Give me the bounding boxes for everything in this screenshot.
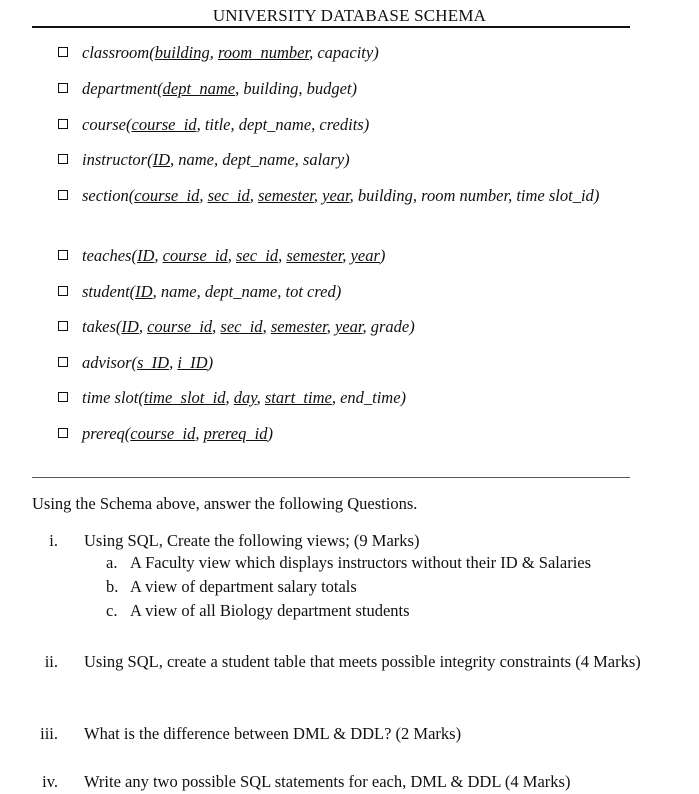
question-number: i. [49, 531, 58, 550]
checkbox-icon [58, 190, 68, 200]
relation-definition: course(course_id, title, dept_name, credits) [82, 115, 370, 134]
checkbox-icon [58, 392, 68, 402]
attribute: dept_name [222, 150, 295, 169]
attribute: end_time [340, 388, 401, 407]
relation-definition: prereq(course_id, prereq_id) [82, 424, 273, 443]
title-rule [32, 26, 630, 28]
checkbox-icon [58, 286, 68, 296]
key-attribute: s_ID [137, 353, 170, 372]
attribute: dept_name [204, 282, 278, 301]
key-attribute: course_id [162, 246, 228, 265]
sub-label: a. [106, 553, 118, 572]
question-number: iii. [40, 724, 58, 743]
schema-item [58, 422, 628, 445]
key-attribute: semester [257, 186, 314, 205]
key-attribute: start_time [264, 388, 332, 407]
attribute: name [160, 282, 197, 301]
key-attribute: sec_id [220, 317, 263, 336]
relation-name: time slot [82, 388, 139, 407]
relation-name: instructor [82, 150, 148, 169]
question-1b [106, 577, 357, 597]
question-text: What is the difference between DML & DDL? (2 Marks) [84, 724, 462, 743]
key-attribute: course_id [130, 424, 196, 443]
sub-label: c. [106, 601, 118, 620]
relation-definition: instructor(ID, name, dept_name, salary) [82, 150, 350, 169]
key-attribute: ID [136, 246, 155, 265]
attribute: tot cred [285, 282, 336, 301]
relation-definition: classroom(building, room_number, capacity) [82, 43, 379, 62]
attribute: title [204, 115, 231, 134]
key-attribute: year [322, 186, 350, 205]
attribute: building [243, 79, 299, 98]
attribute: room number [421, 186, 509, 205]
schema-item [58, 351, 628, 374]
key-attribute: year [334, 317, 363, 336]
question-number: iv. [42, 772, 58, 791]
key-attribute: prereq_id [203, 424, 268, 443]
question-1a [106, 553, 591, 573]
key-attribute: course_id [134, 186, 200, 205]
key-attribute: ID [121, 317, 139, 336]
key-attribute: course_id [147, 317, 213, 336]
relation-name: department [82, 79, 158, 98]
relation-definition: section(course_id, sec_id, semester, year, building, room number, time slot_id) [82, 186, 600, 205]
key-attribute: day [233, 388, 257, 407]
attribute: salary [302, 150, 345, 169]
schema-item [58, 41, 628, 64]
key-attribute: dept_name [162, 79, 236, 98]
question-text: Using SQL, Create the following views; (9 Marks) [84, 531, 420, 550]
checkbox-icon [58, 357, 68, 367]
relation-definition: teaches(ID, course_id, sec_id, semester, year) [82, 246, 386, 265]
schema-item [58, 386, 628, 409]
relation-name: teaches [82, 246, 132, 265]
question-number: ii. [44, 652, 58, 671]
checkbox-icon [58, 250, 68, 260]
relation-name: prereq [82, 424, 125, 443]
attribute: credits [319, 115, 364, 134]
schema-item [58, 148, 628, 171]
key-attribute: sec_id [235, 246, 279, 265]
sub-text: A view of all Biology department students [130, 601, 410, 620]
attribute: building [357, 186, 413, 205]
key-attribute: i_ID [177, 353, 208, 372]
relation-name: takes [82, 317, 116, 336]
sub-text: A view of department salary totals [130, 577, 357, 596]
relation-definition: takes(ID, course_id, sec_id, semester, year, grade) [82, 317, 415, 336]
attribute: dept_name [238, 115, 312, 134]
sub-text: A Faculty view which displays instructors without their ID & Salaries [130, 553, 592, 572]
attribute: grade [370, 317, 410, 336]
schema-item [58, 280, 628, 303]
instructions: Using the Schema above, answer the following Questions. [32, 494, 418, 513]
question-text: Write any two possible SQL statements for each, DML & DDL (4 Marks) [84, 772, 571, 791]
attribute: capacity [317, 43, 374, 62]
schema-item [58, 244, 628, 267]
key-attribute: time_slot_id [143, 388, 226, 407]
key-attribute: year [350, 246, 380, 265]
key-attribute: ID [135, 282, 153, 301]
checkbox-icon [58, 428, 68, 438]
relation-definition: advisor(s_ID, i_ID) [82, 353, 214, 372]
page-title: UNIVERSITY DATABASE SCHEMA [212, 6, 487, 25]
relation-definition: time slot(time_slot_id, day, start_time, end_time) [82, 388, 407, 407]
schema-item [58, 113, 628, 136]
checkbox-icon [58, 47, 68, 57]
attribute: time slot_id [516, 186, 594, 205]
question-1c [106, 601, 410, 621]
key-attribute: building [154, 43, 210, 62]
relation-name: classroom [82, 43, 150, 62]
relation-definition: student(ID, name, dept_name, tot cred) [82, 282, 342, 301]
section-divider [32, 477, 630, 478]
relation-name: section [82, 186, 129, 205]
checkbox-icon [58, 83, 68, 93]
checkbox-icon [58, 119, 68, 129]
schema-item [58, 77, 628, 100]
key-attribute: sec_id [207, 186, 250, 205]
key-attribute: semester [286, 246, 343, 265]
relation-definition: department(dept_name, building, budget) [82, 79, 357, 98]
schema-item [58, 184, 628, 207]
relation-name: student [82, 282, 130, 301]
checkbox-icon [58, 321, 68, 331]
relation-name: course [82, 115, 126, 134]
key-attribute: course_id [131, 115, 197, 134]
question-text: Using SQL, create a student table that meets possible integrity constraints (4 Marks) [84, 652, 641, 671]
checkbox-icon [58, 154, 68, 164]
key-attribute: semester [270, 317, 327, 336]
attribute: name [178, 150, 215, 169]
schema-item [58, 315, 628, 338]
key-attribute: room_number [218, 43, 310, 62]
key-attribute: ID [152, 150, 171, 169]
relation-name: advisor [82, 353, 132, 372]
attribute: budget [306, 79, 352, 98]
sub-label: b. [106, 577, 119, 596]
